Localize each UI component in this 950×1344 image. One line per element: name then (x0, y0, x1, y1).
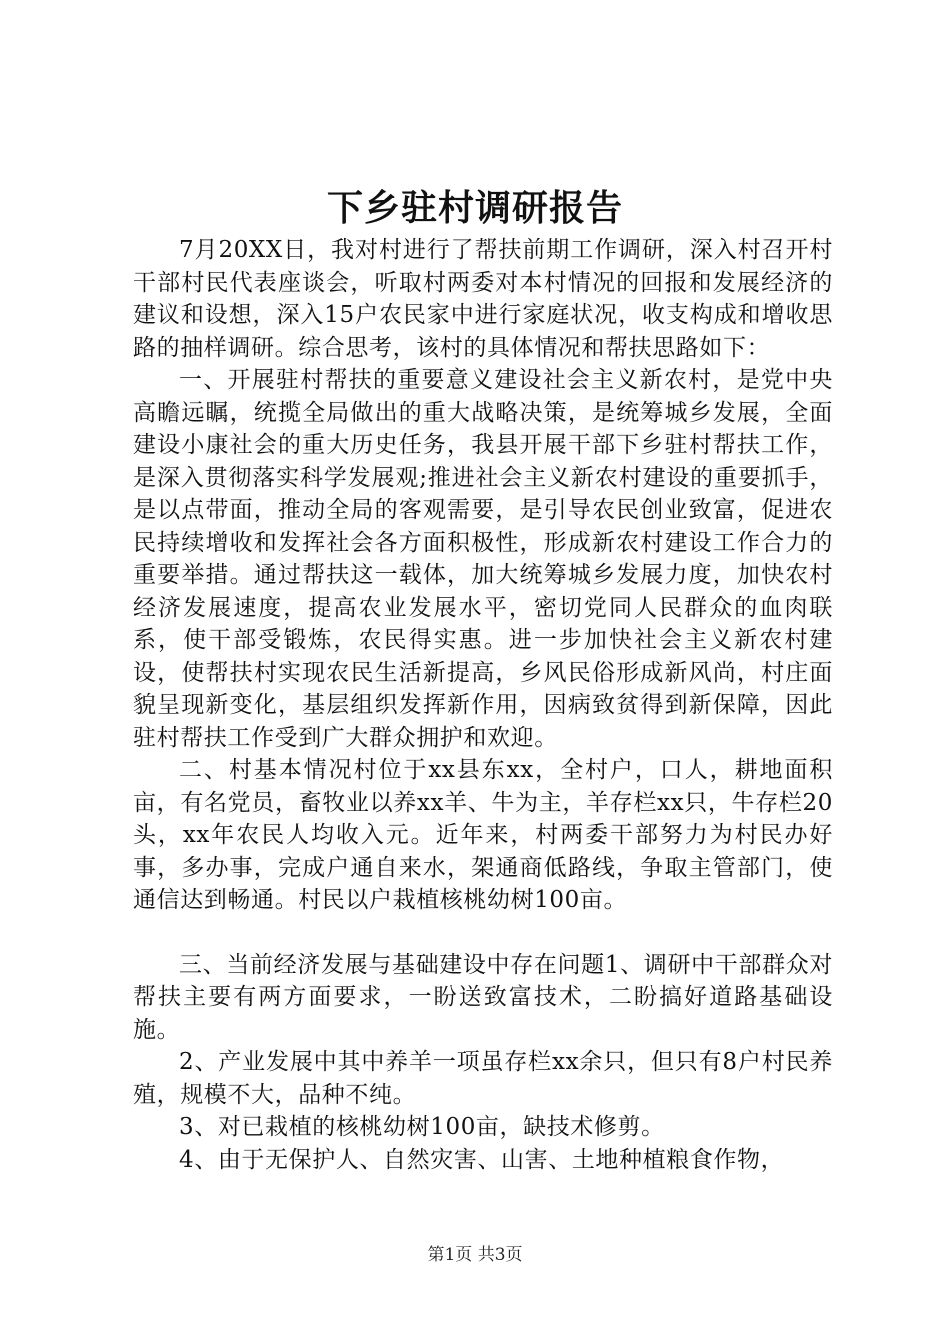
section-two-paragraph: 二、村基本情况村位于xx县东xx，全村户，口人，耕地面积亩，有名党员，畜牧业以养xx羊、牛为主，羊存栏xx只，牛存栏20头，xx年农民人均收入元。近年来，村两委干部努力为村民办好事，多办事，完成户通自来水，架通商低路线，争取主管部门，使通信达到畅通。村民以户栽植核桃幼树100亩。 (133, 757, 833, 913)
issue-two-paragraph: 2、产业发展中其中养羊一项虽存栏xx余只，但只有8户村民养殖，规模不大，品种不纯。 (133, 1049, 833, 1108)
issue-three-paragraph: 3、对已栽植的核桃幼树100亩，缺技术修剪。 (179, 1114, 665, 1140)
document-body (133, 234, 833, 1176)
section-one-paragraph: 一、开展驻村帮扶的重要意义建设社会主义新农村，是党中央高瞻远瞩，统揽全局做出的重大战略决策，是统筹城乡发展，全面建设小康社会的重大历史任务，我县开展干部下乡驻村帮扶工作，是深入贯彻落实科学发展观;推进社会主义新农村建设的重要抓手，是以点带面，推动全局的客观需要，是引导农民创业致富，促进农民持续增收和发挥社会各方面积极性，形成新农村建设工作合力的重要举措。通过帮扶这一载体，加大统筹城乡发展力度，加快农村经济发展速度，提高农业发展水平，密切党同人民群众的血肉联系，使干部受锻炼，农民得实惠。进一步加快社会主义新农村建设，使帮扶村实现农民生活新提高，乡风民俗形成新风尚，村庄面貌呈现新变化，基层组织发挥新作用，因病致贫得到新保障，因此驻村帮扶工作受到广大群众拥护和欢迎。 (133, 367, 833, 751)
section-three-paragraph: 三、当前经济发展与基础建设中存在问题1、调研中干部群众对帮扶主要有两方面要求，一盼送致富技术，二盼搞好道路基础设施。 (133, 951, 833, 1043)
issue-four-paragraph: 4、由于无保护人、自然灾害、山害、土地种植粮食作物， (179, 1146, 785, 1173)
intro-paragraph: 7月20XX日，我对村进行了帮扶前期工作调研，深入村召开村干部村民代表座谈会，听取村两委对本村情况的回报和发展经济的建议和设想，深入15户农民家中进行家庭状况，收支构成和增收思路的抽样调研。综合思考，该村的具体情况和帮扶思路如下： (133, 237, 833, 361)
document-title: 下乡驻村调研报告 (326, 187, 623, 229)
page-number-footer: 第1页 共3页 (427, 1245, 523, 1265)
